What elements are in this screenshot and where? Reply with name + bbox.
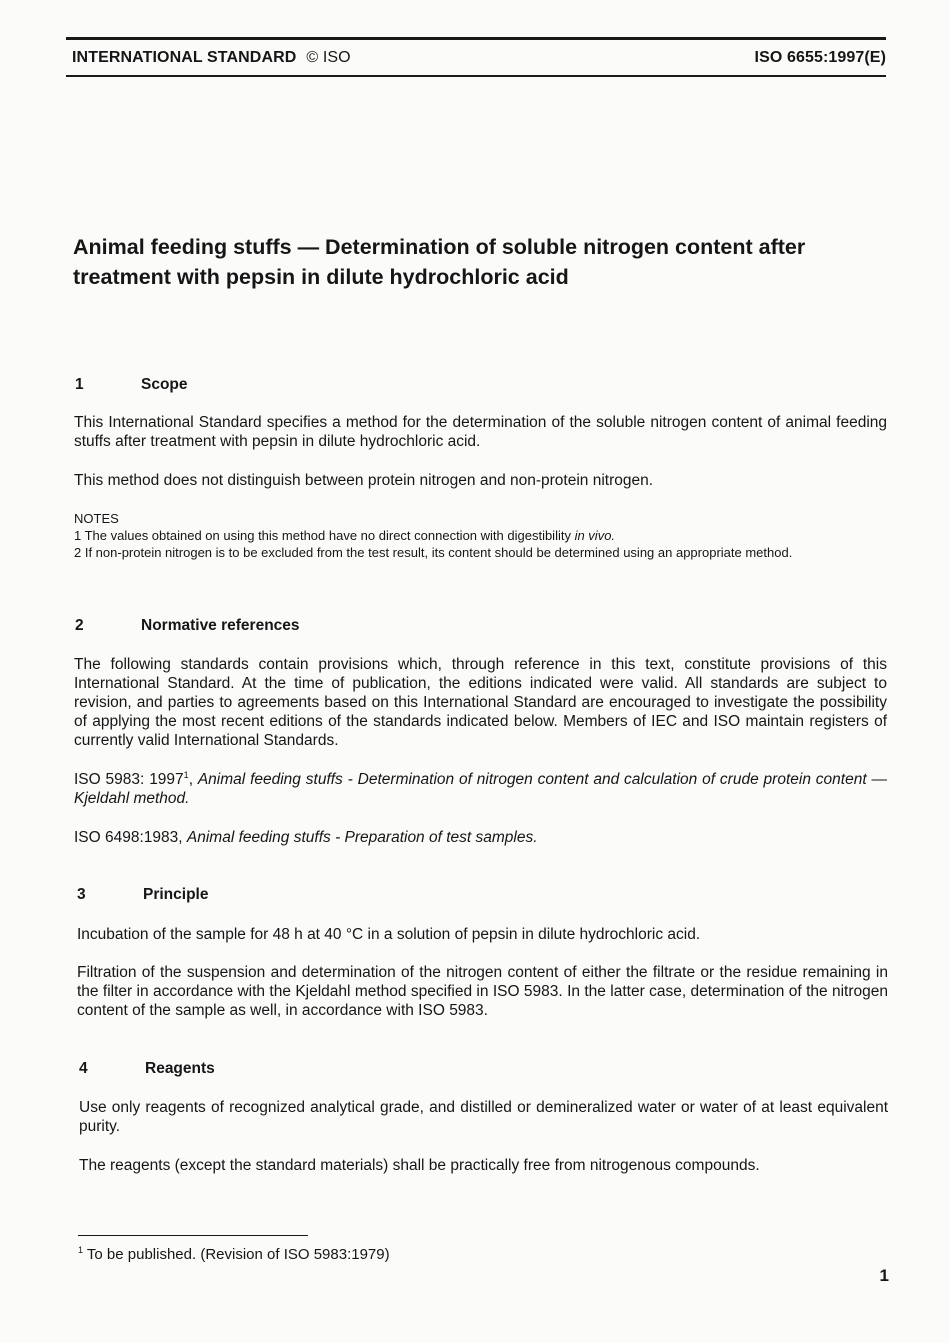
section-4-paragraph-1: Use only reagents of recognized analytical grade, and distilled or demineralized water or water of at least equivalent purity. [79,1099,888,1135]
header-top-rule [66,37,886,40]
reference-iso-5983 [74,770,887,808]
document-title [73,232,893,292]
section-1-title: Scope [141,376,188,393]
section-4-title: Reagents [145,1060,215,1077]
note-1 [74,527,889,544]
reference-2-title: Animal feeding stuffs - Preparation of test samples. [186,829,538,846]
notes-heading: NOTES [74,511,119,526]
title-line-1: Animal feeding stuffs — Determination of soluble nitrogen content after [73,235,806,259]
reference-1-title: Animal feeding stuffs - Determination of nitrogen content and calculation of crude protein content — Kjeldahl method. [74,771,887,807]
section-4-number: 4 [79,1060,88,1077]
section-1-paragraph-1: This International Standard specifies a method for the determination of the soluble nitrogen content of animal feeding stuffs after treatment with pepsin in dilute hydrochloric acid. [74,414,887,450]
section-3-number: 3 [77,886,86,903]
page-number: 1 [879,1266,889,1285]
footnote-marker: 1 [78,1245,84,1255]
reference-1-separator: , [188,771,198,788]
note-1-text: 1 The values obtained on using this method have no direct connection with digestibility [74,528,575,543]
title-line-2: treatment with pepsin in dilute hydrochloric acid [73,265,569,289]
footnote-text: To be published. (Revision of ISO 5983:1979) [83,1246,390,1263]
section-3-paragraph-2: Filtration of the suspension and determination of the nitrogen content of either the filtrate or the residue remaining in the filter in accordance with the Kjeldahl method specified in ISO 5983. In the latter case, determination of the nitrogen content of the sample as well, in accordance with ISO 5983. [77,964,888,1019]
reference-2-id: ISO 6498:1983, [74,829,187,846]
section-2-title: Normative references [141,617,300,634]
section-1-notes [74,510,889,561]
header-standard-text: INTERNATIONAL STANDARD [72,49,297,66]
section-2-number: 2 [75,617,84,634]
section-3-paragraph-1: Incubation of the sample for 48 h at 40 °C in a solution of pepsin in dilute hydrochloric acid. [77,926,701,943]
footnote-rule [78,1235,308,1236]
section-1-paragraph-2: This method does not distinguish between protein nitrogen and non-protein nitrogen. [74,472,654,489]
header-bottom-rule [66,75,886,77]
section-1-number: 1 [75,376,84,393]
section-4-paragraph-2: The reagents (except the standard materials) shall be practically free from nitrogenous compounds. [79,1157,760,1174]
note-1-italic: in vivo. [574,528,616,543]
header-doc-id: ISO 6655:1997(E) [754,49,886,66]
reference-iso-6498 [74,828,887,847]
section-2-paragraph-1: The following standards contain provisions which, through reference in this text, constitute provisions of this International Standard. At the time of publication, the editions indicated were valid. All standards are subject to revision, and parties to agreements based on this International Standard are encouraged to investigate the possibility of applying the most recent editions of the standards indicated below. Members of IEC and ISO maintain registers of currently valid International Standards. [74,656,887,749]
reference-1-footnote-marker[interactable]: 1 [183,769,189,780]
footnote [78,1246,390,1263]
section-3-title: Principle [143,886,209,903]
note-2: 2 If non-protein nitrogen is to be excluded from the test result, its content should be determined using an appropriate method. [74,545,793,560]
reference-1-id: ISO 5983: 1997 [74,771,184,788]
header-standard-label [72,49,351,67]
header-copyright: © ISO [306,49,351,66]
